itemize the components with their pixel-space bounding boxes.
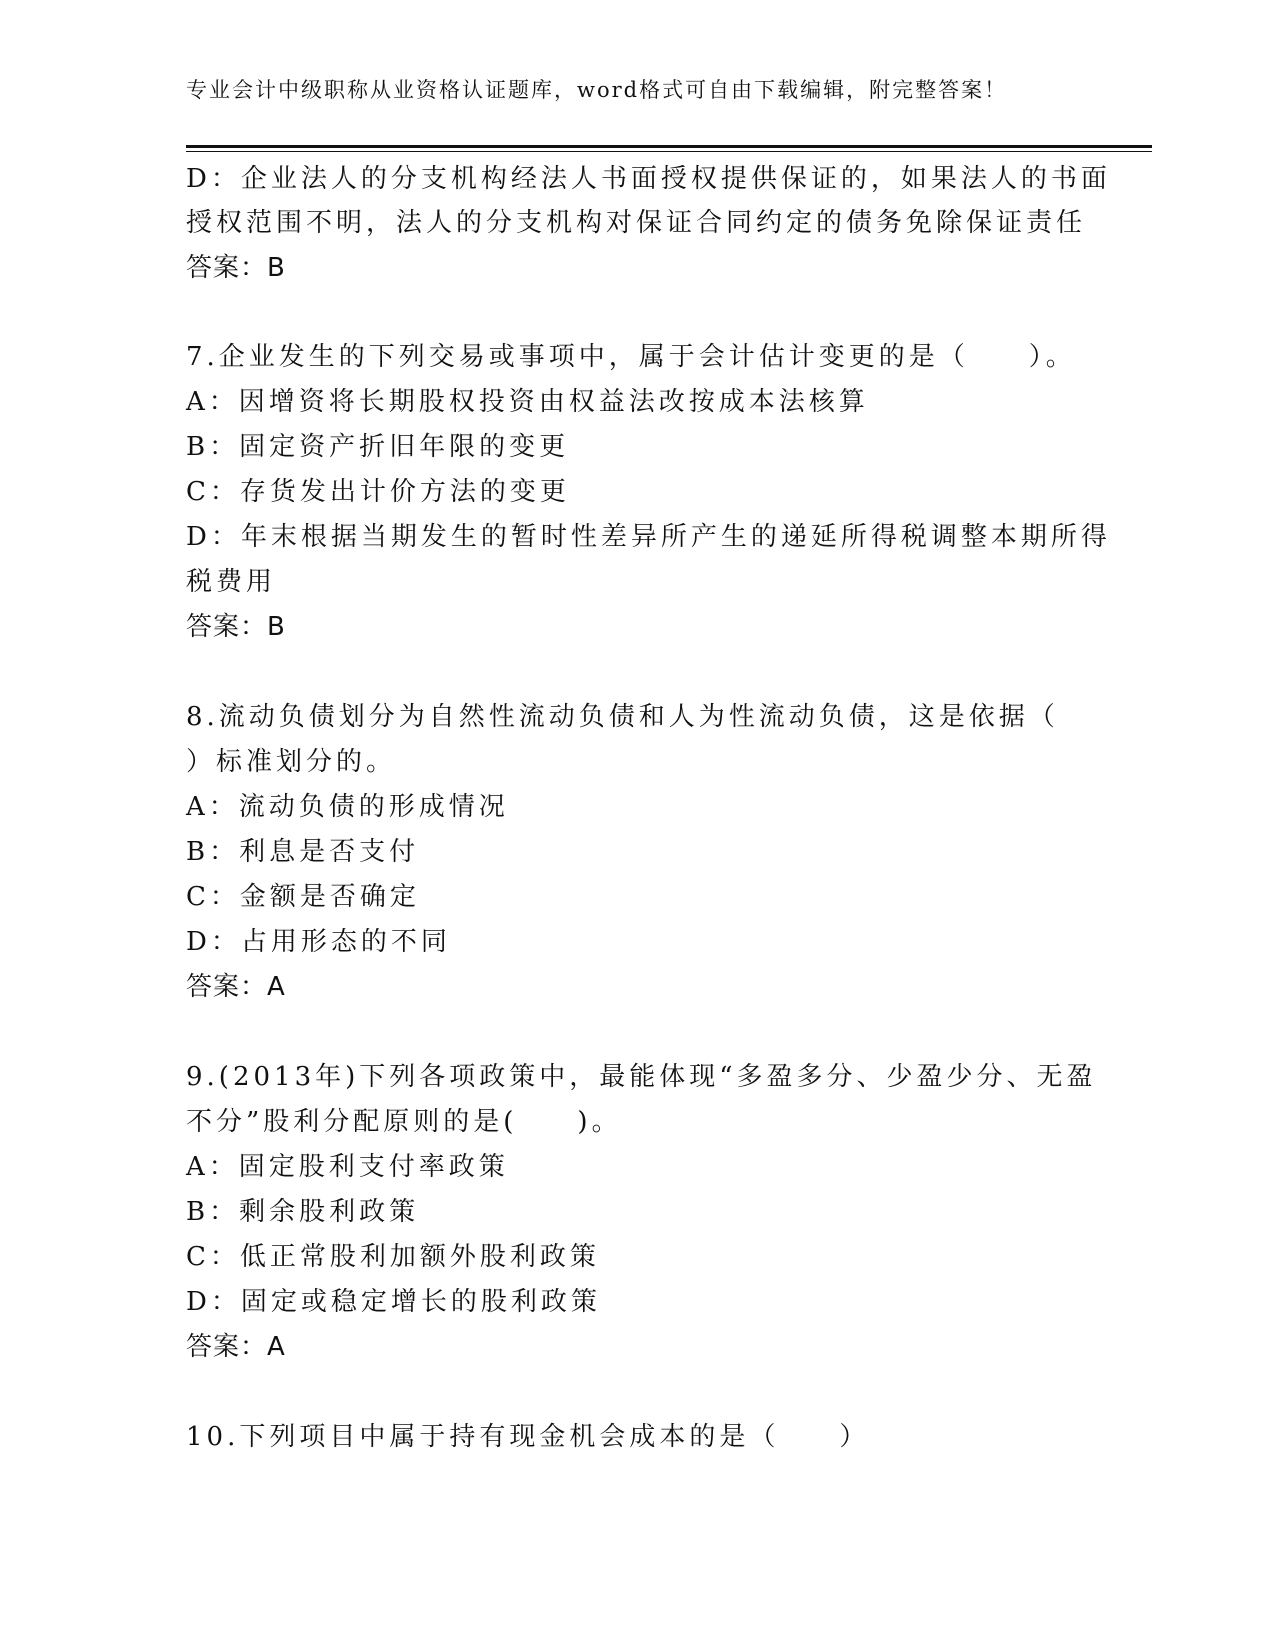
question-option-d: D：企业法人的分支机构经法人书面授权提供保证的，如果法人的书面 xyxy=(186,164,1111,194)
question-stem: 9.(2013年)下列各项政策中，最能体现“多盈多分、少盈少分、无盈 xyxy=(186,1062,1097,1092)
question-stem: 7.企业发生的下列交易或事项中，属于会计估计变更的是（ ）。 xyxy=(186,342,1076,372)
question-option-d-continued: 授权范围不明，法人的分支机构对保证合同约定的债务免除保证责任 xyxy=(186,208,1087,238)
question-option-d: D：年末根据当期发生的暂时性差异所产生的递延所得税调整本期所得 xyxy=(186,522,1111,552)
question-option-a: A：因增资将长期股权投资由权益法改按成本法核算 xyxy=(186,387,869,417)
question-stem: 8.流动负债划分为自然性流动负债和人为性流动负债，这是依据（ xyxy=(186,702,1059,732)
question-option-d-continued: 税费用 xyxy=(186,567,277,597)
question-option-d: D：固定或稳定增长的股利政策 xyxy=(186,1287,601,1317)
header-divider xyxy=(186,145,1152,148)
question-option-c: C：存货发出计价方法的变更 xyxy=(186,477,570,507)
question-option-b: B：剩余股利政策 xyxy=(186,1197,420,1227)
question-option-c: C：低正常股利加额外股利政策 xyxy=(186,1242,600,1272)
question-option-b: B：利息是否支付 xyxy=(186,837,420,867)
answer-line: 答案：B xyxy=(186,612,286,642)
question-stem-continued: 不分”股利分配原则的是( )。 xyxy=(186,1107,622,1137)
question-option-a: A：固定股利支付率政策 xyxy=(186,1152,509,1182)
question-option-a: A：流动负债的形成情况 xyxy=(186,792,509,822)
answer-line: 答案：A xyxy=(186,972,286,1002)
question-stem-continued: ）标准划分的。 xyxy=(186,747,397,777)
answer-line: 答案：A xyxy=(186,1332,286,1362)
question-option-d: D：占用形态的不同 xyxy=(186,927,451,957)
answer-line: 答案：B xyxy=(186,253,286,283)
question-option-c: C：金额是否确定 xyxy=(186,882,420,912)
question-stem: 10.下列项目中属于持有现金机会成本的是（ ） xyxy=(186,1422,870,1452)
question-option-b: B：固定资产折旧年限的变更 xyxy=(186,432,570,462)
page-header: 专业会计中级职称从业资格认证题库，word格式可自由下载编辑，附完整答案！ xyxy=(186,78,1008,102)
header-divider-thin xyxy=(186,151,1152,152)
